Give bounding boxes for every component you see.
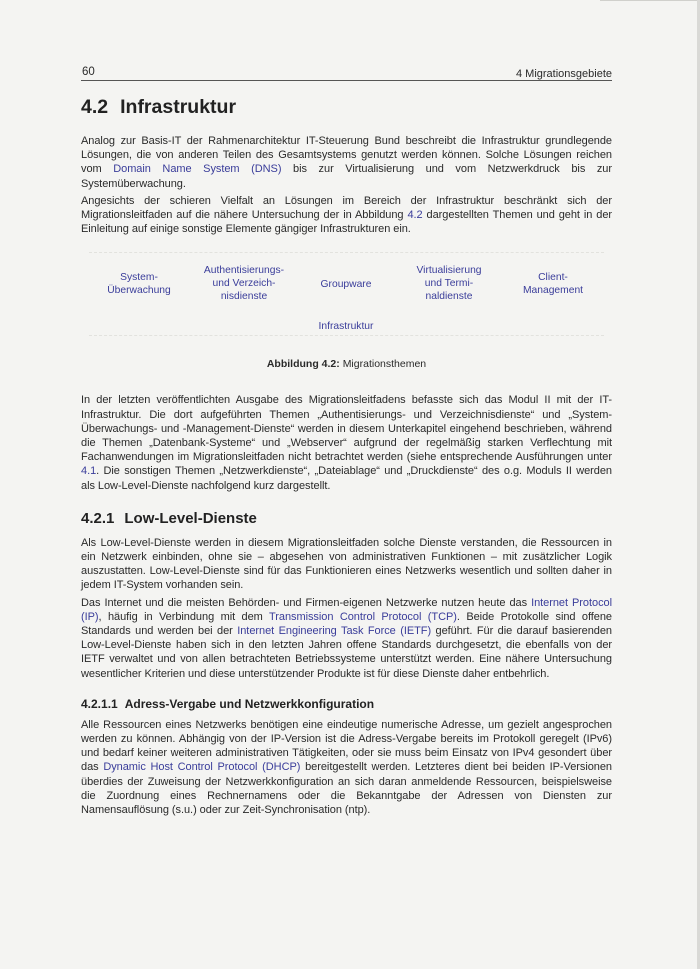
section-number: 4.2 bbox=[81, 96, 109, 118]
node-infrastructure-base: Infrastruktur bbox=[318, 321, 374, 333]
tcp-link[interactable]: Transmission Control Protocol (TCP) bbox=[269, 610, 457, 623]
figure-border-top bbox=[89, 252, 604, 253]
section-ref-link[interactable]: 4.1 bbox=[81, 465, 97, 478]
subsection-paragraph-2: Das Internet und die meisten Behörden- und Firmen-eigenen Netzwerke nutzen heute das Internet Protocol (IP), häufig in Verbindung mit dem Transmission Control Protocol (TCP). Beide Protokolle sind offene Standards und werden bei der Internet Engineering Task Force (IETF) geführt. Für die darauf basierenden Low-Level-Dienste haben sich in den letzten Jahren offene Standards durchgesetzt, die ebenfalls von der IETF verwaltet und von allen betrachteten Betriebssysteme unterstützt werden. Eine nähere Untersuchung wesentlicher Kriterien und diese unterstützender Produkte ist für diese Dienste daher entbehrlich. bbox=[81, 596, 613, 680]
figure-divider bbox=[89, 335, 604, 336]
subsection-paragraph-1: Als Low-Level-Dienste werden in diesem Migrationsleitfaden solche Dienste verstanden, die Ressourcen in ein Netzwerk einbinden, ohne sie – abgesehen von administrativen Funktionen – mit zusätzlicher Logik auszustatten. Low-Level-Dienste sind für das Funktionieren eines Netzwerks wesentlich und sollten daher in jedem IT-System vorhanden sein. bbox=[81, 536, 612, 592]
page-header bbox=[81, 66, 612, 81]
subsubsection-title: Adress-Vergabe und Netzwerkkonfiguration bbox=[124, 696, 375, 711]
node-groupware: Groupware bbox=[320, 279, 372, 291]
ip-link[interactable]: Internet Protocol (IP) bbox=[81, 596, 612, 623]
section-heading bbox=[81, 96, 612, 119]
subsubsection-paragraph-1: Alle Ressourcen eines Netzwerks benötigen eine eindeutige numerische Adresse, um gezielt angesprochen werden zu können. Abhängig von der IP-Version ist die Adress-Vergabe bereits im Protokoll geregelt (IPv6) und bedarf keiner weiteren administrativen Tätigkeiten, oder sie muss beim Einsatz von IPv4 gesondert über das Dynamic Host Control Protocol (DHCP) bereitgestellt werden. Letzteres dient bei beiden IP-Versionen überdies der Zuweisung der Netzwerkkonfiguration an sich daran anmeldende Ressourcen, beispielsweise die Zuordnung eines Rechnernamens oder die Bekanntgabe der Adressen von Diensten zur Namensauflösung (s.u.) oder zur Zeit-Synchronisation (ntp). bbox=[81, 718, 612, 817]
figure-migration-topics bbox=[81, 244, 612, 384]
page-content bbox=[81, 96, 612, 817]
node-client-management: Client- Management bbox=[522, 272, 584, 297]
subsection-number: 4.2.1 bbox=[81, 509, 115, 527]
scan-edge-top bbox=[600, 0, 700, 1]
section-paragraph-2: Angesichts der schieren Vielfalt an Lösungen im Bereich der Infrastruktur beschränkt sich der Migrationsleitfaden auf die nähere Untersuchung der in Abbildung 4.2 dargestellten Themen und geht in der Einleitung auf einige sonstige Elemente gängiger Infrastrukturen ein. bbox=[81, 194, 612, 236]
ietf-link[interactable]: Internet Engineering Task Force (IETF) bbox=[237, 625, 432, 638]
figure-ref-link[interactable]: 4.2 bbox=[407, 209, 423, 222]
section-paragraph-1: Analog zur Basis-IT der Rahmenarchitektur IT-Steuerung Bund beschreibt die Infrastruktur grundlegende Lösungen, die von anderen Teilen des Gesamtsystems genutzt werden können. Solche Lösungen reichen vom Domain Name System (DNS) bis zur Virtualisierung und vom Netzwerkdruck bis zur Systemüberwachung. bbox=[81, 135, 612, 190]
subsection-heading bbox=[81, 510, 612, 527]
node-auth-directory: Authentisierungs- und Verzeich- nisdienste bbox=[203, 265, 285, 302]
subsection-title: Low-Level-Dienste bbox=[124, 509, 257, 527]
node-virtualization-terminal: Virtualisierung und Termi- naldienste bbox=[416, 265, 482, 302]
intro-paragraph-3: In der letzten veröffentlichten Ausgabe des Migrationsleitfadens befasste sich das Modul II mit der IT-Infrastruktur. Die dort aufgeführten Themen „Authentisierungs- und Verzeichnisdienste“ und „System-Überwachungs- und -Management-Dienste“ werden in diesem Unterkapitel eingehend beschrieben, während die Themen „Datenbank-Systeme“ und „Webserver“ aufgrund der regelmäßig starken Verflechtung mit Fachanwendungen im Migrationsleitfaden nicht betrachtet werden (siehe entsprechende Ausführungen unter 4.1. Die sonstigen Themen „Netzwerkdienste“, „Dateiablage“ und „Druckdienste“ des o.g. Moduls II werden als Low-Level-Dienste nachfolgend kurz dargestellt. bbox=[81, 394, 612, 492]
subsubsection-number: 4.2.1.1 bbox=[81, 696, 118, 711]
page-number: 60 bbox=[82, 66, 95, 78]
dhcp-link[interactable]: Dynamic Host Control Protocol (DHCP) bbox=[103, 761, 301, 774]
figure-caption: Abbildung 4.2: Migrationsthemen bbox=[266, 358, 427, 371]
node-system-monitoring: System- Überwachung bbox=[107, 272, 171, 297]
chapter-title: 4 Migrationsgebiete bbox=[515, 68, 612, 80]
section-title: Infrastruktur bbox=[120, 96, 237, 118]
dns-link[interactable]: Domain Name System (DNS) bbox=[113, 163, 282, 176]
subsubsection-heading bbox=[81, 697, 612, 711]
